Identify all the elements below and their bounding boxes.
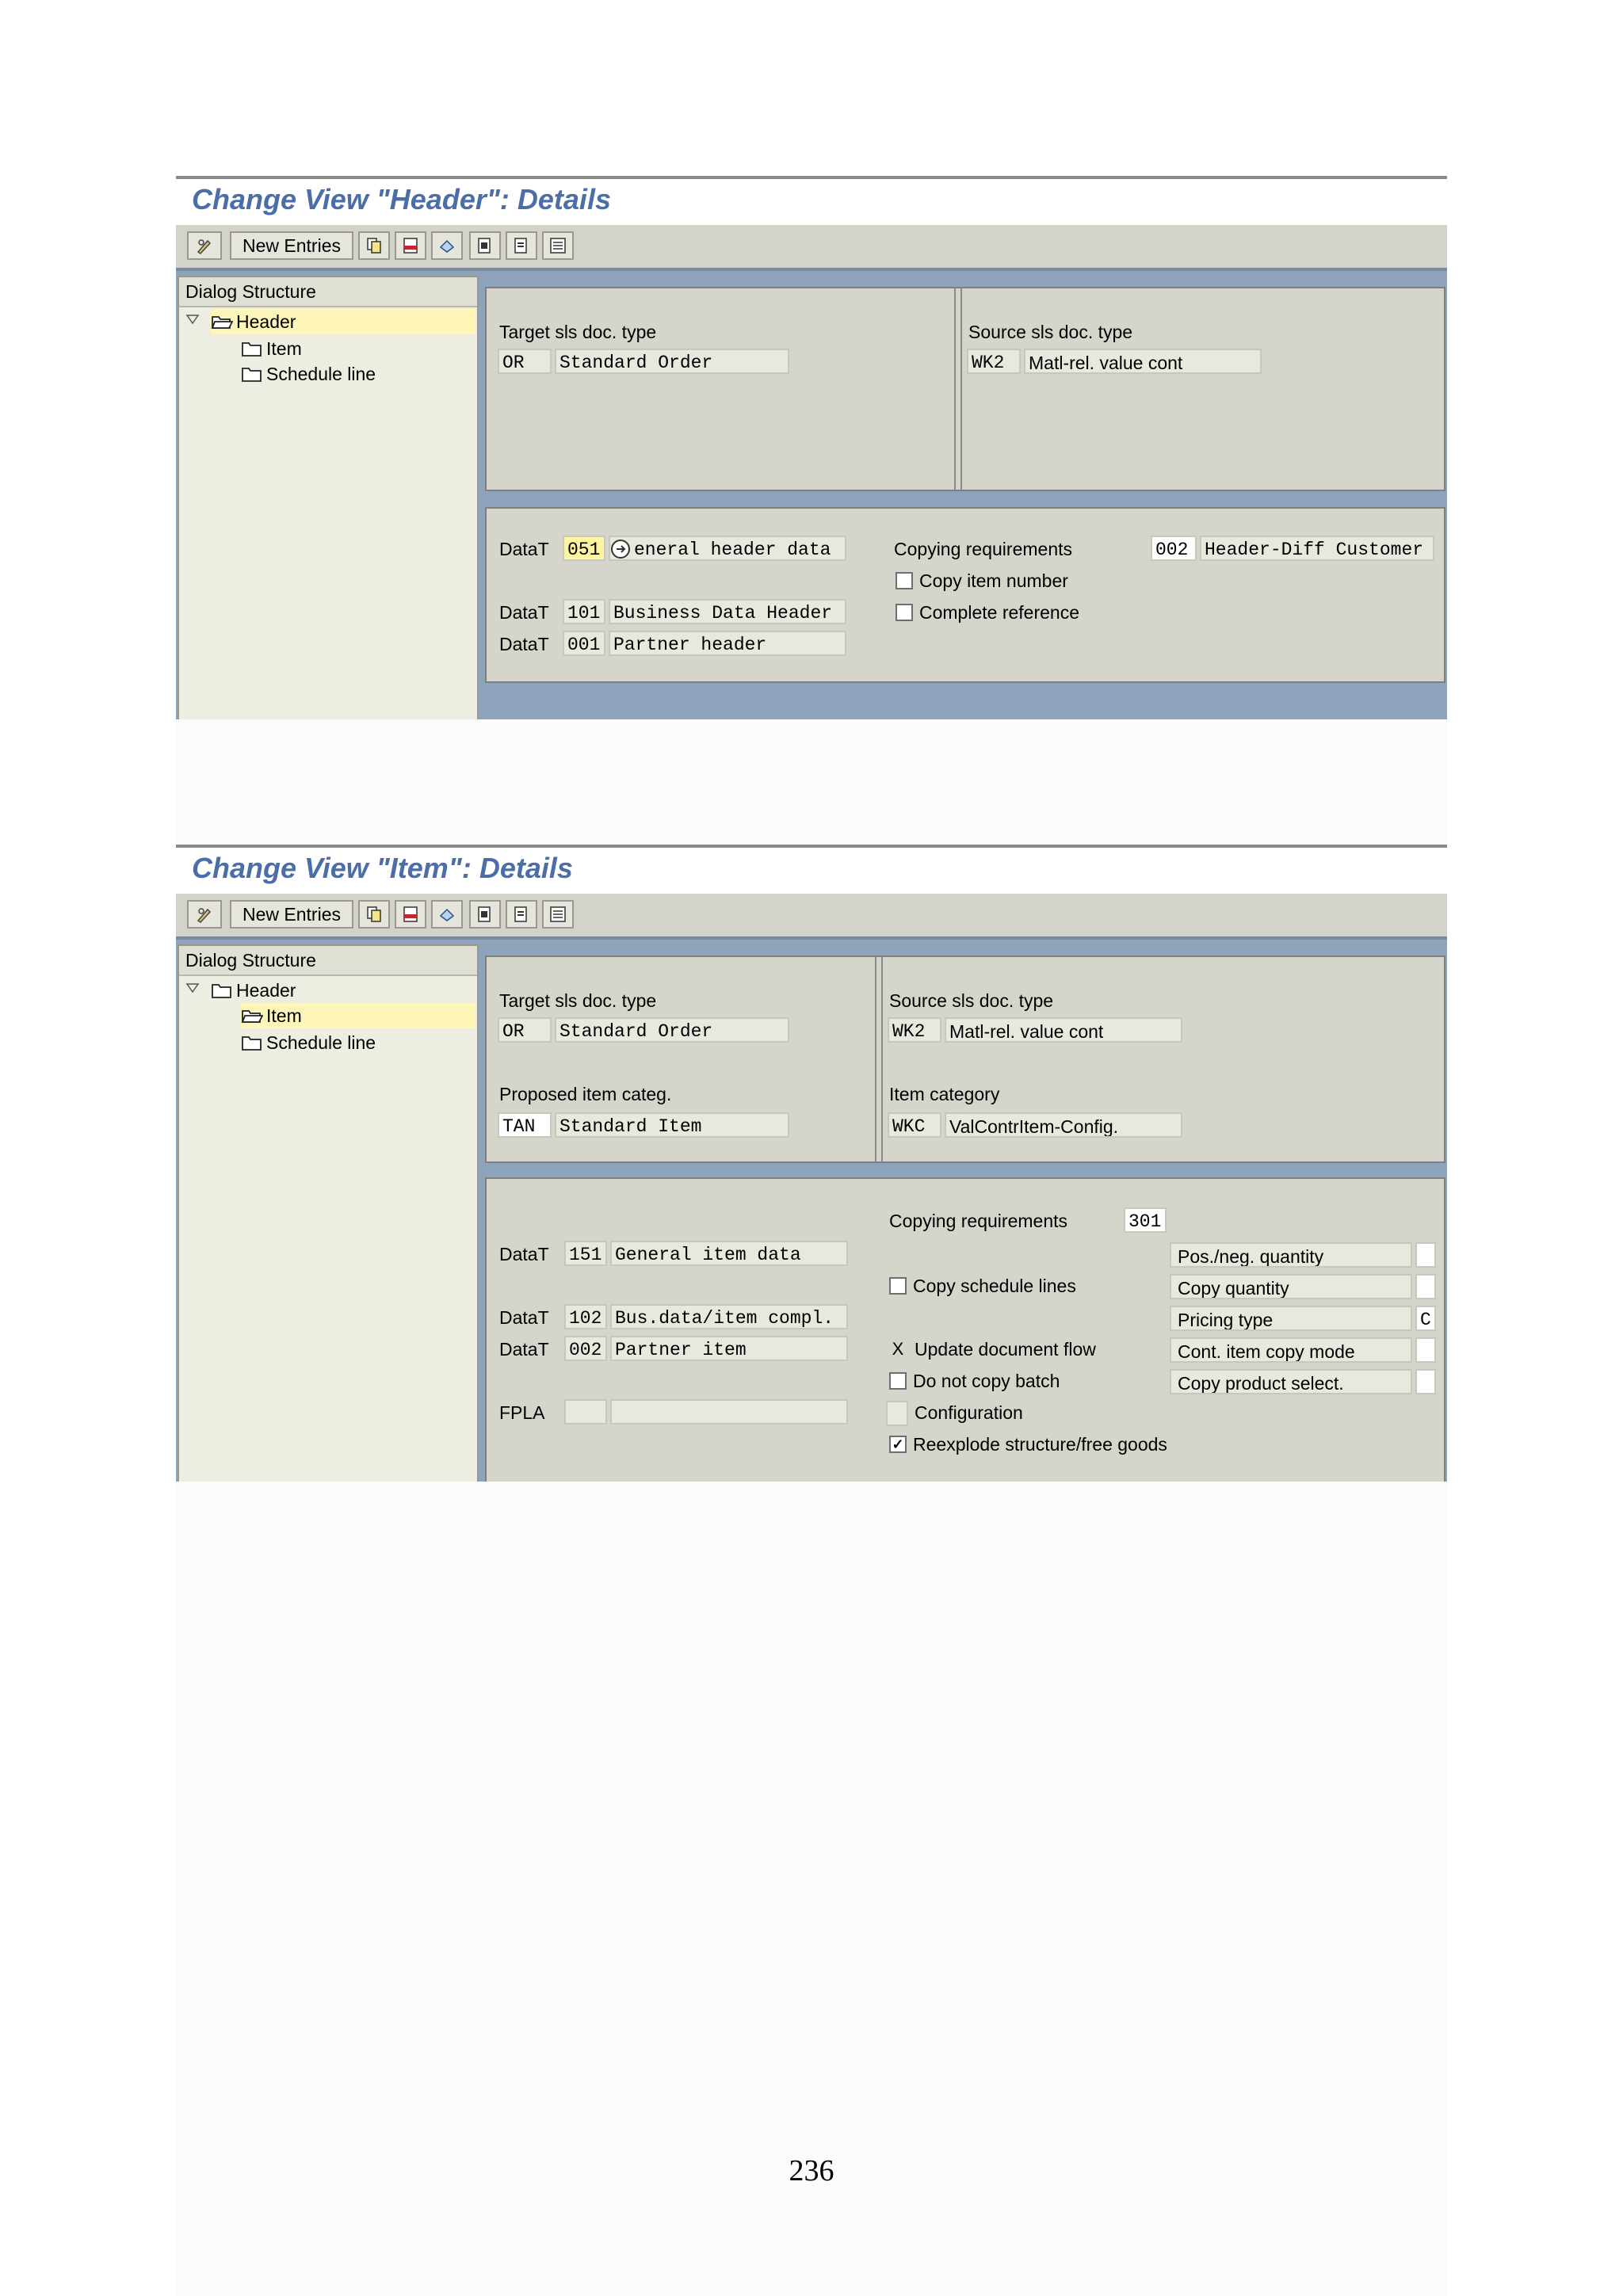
display-change-button[interactable] xyxy=(187,231,222,260)
open-folder-icon xyxy=(241,1007,263,1024)
dialog-structure-heading: Dialog Structure xyxy=(179,946,477,976)
tree-item-item[interactable]: Item xyxy=(241,1003,475,1028)
datat-code-field[interactable]: 101 xyxy=(563,599,605,624)
undo-change-button[interactable] xyxy=(431,900,463,929)
copy-schedule-lines-checkbox[interactable] xyxy=(889,1277,907,1295)
source-doc-type-desc: Matl-rel. value cont xyxy=(1024,349,1262,374)
pencil-glasses-icon xyxy=(195,236,214,255)
target-doc-type-desc: Standard Order xyxy=(555,1017,789,1043)
datat-code-field[interactable]: 102 xyxy=(564,1304,607,1329)
do-not-copy-batch-checkbox[interactable] xyxy=(889,1372,907,1390)
complete-reference-checkbox[interactable] xyxy=(896,604,913,621)
select-all-icon xyxy=(475,905,495,924)
dialog-structure-panel xyxy=(178,944,479,1485)
copy-as-button[interactable] xyxy=(358,900,390,929)
copying-requirements-label: Copying requirements xyxy=(894,539,1073,559)
target-doc-type-desc: Standard Order xyxy=(555,349,789,374)
pos-neg-quantity-field[interactable] xyxy=(1415,1242,1436,1268)
datat-code-field[interactable]: 002 xyxy=(564,1336,607,1361)
configuration-field[interactable] xyxy=(886,1401,908,1426)
datat-desc-field: Business Data Header xyxy=(609,599,846,624)
copying-requirements-desc: Header-Diff Customer xyxy=(1200,536,1434,561)
select-block-icon xyxy=(512,236,531,255)
deselect-all-button[interactable] xyxy=(542,231,574,260)
value-help-icon[interactable] xyxy=(610,539,631,559)
expanded-triangle-icon[interactable] xyxy=(185,314,200,325)
body-area xyxy=(176,271,1447,723)
pencil-glasses-icon xyxy=(195,905,214,924)
copy-product-select-label: Copy product select. xyxy=(1170,1369,1412,1394)
item-category-label: Item category xyxy=(889,1084,1000,1104)
tree-item-schedule-line[interactable]: Schedule line xyxy=(241,361,376,387)
frame-divider xyxy=(954,288,956,490)
toolbar xyxy=(176,894,1447,940)
datat-desc-field: Partner header xyxy=(609,631,846,656)
details-content xyxy=(480,271,1447,723)
datat-code-field[interactable]: 001 xyxy=(563,631,605,656)
undo-icon xyxy=(437,905,456,924)
datat-label: DataT xyxy=(499,634,549,654)
copy-icon xyxy=(365,236,384,255)
tree-item-item[interactable]: Item xyxy=(241,336,302,361)
dialog-structure-panel xyxy=(178,276,479,723)
copy-item-number-label: Copy item number xyxy=(919,570,1068,591)
folder-icon xyxy=(241,340,263,357)
delete-button[interactable] xyxy=(395,900,426,929)
details-content xyxy=(480,940,1447,1485)
delete-button[interactable] xyxy=(395,231,426,260)
item-details-screen xyxy=(176,845,1447,1485)
new-entries-button[interactable]: New Entries xyxy=(230,900,353,929)
page-number: 236 xyxy=(789,2154,834,2187)
datat-desc-field: Partner item xyxy=(610,1336,848,1361)
header-details-screen xyxy=(176,176,1447,723)
folder-icon xyxy=(211,982,233,999)
undo-icon xyxy=(437,236,456,255)
datat-desc-field: General item data xyxy=(610,1241,848,1266)
copy-product-select-field[interactable] xyxy=(1415,1369,1436,1394)
proposed-item-categ-desc: Standard Item xyxy=(555,1112,789,1138)
frame-divider xyxy=(881,957,883,1161)
frame-divider xyxy=(960,288,962,490)
deselect-all-icon xyxy=(548,905,567,924)
source-doc-type-desc: Matl-rel. value cont xyxy=(945,1017,1182,1043)
datat-desc-field: eneral header data xyxy=(609,536,846,561)
copy-control-frame xyxy=(485,1177,1445,1485)
datat-label: DataT xyxy=(499,1339,549,1360)
doc-type-frame xyxy=(485,955,1445,1163)
copy-icon xyxy=(365,905,384,924)
configuration-label: Configuration xyxy=(915,1402,1023,1423)
copy-item-number-checkbox[interactable] xyxy=(896,572,913,589)
pos-neg-quantity-label: Pos./neg. quantity xyxy=(1170,1242,1412,1268)
select-all-icon xyxy=(475,236,495,255)
proposed-item-categ-code[interactable]: TAN xyxy=(498,1112,552,1138)
dialog-structure-heading: Dialog Structure xyxy=(179,277,477,307)
tree-item-header[interactable]: Header xyxy=(211,309,475,334)
fpla-code-field[interactable] xyxy=(564,1399,607,1425)
page-gap xyxy=(176,719,1447,845)
source-doc-type-label: Source sls doc. type xyxy=(889,990,1054,1011)
copy-schedule-lines-label: Copy schedule lines xyxy=(913,1276,1076,1296)
expanded-triangle-icon[interactable] xyxy=(185,982,200,994)
tree-item-header[interactable]: Header xyxy=(211,978,296,1003)
do-not-copy-batch-label: Do not copy batch xyxy=(913,1371,1060,1391)
deselect-all-button[interactable] xyxy=(542,900,574,929)
copy-quantity-label: Copy quantity xyxy=(1170,1274,1412,1299)
source-doc-type-code[interactable]: WK2 xyxy=(967,349,1021,374)
delete-icon xyxy=(401,905,420,924)
fpla-desc-field xyxy=(610,1399,848,1425)
datat-code-field[interactable]: 151 xyxy=(564,1241,607,1266)
copy-quantity-field[interactable] xyxy=(1415,1274,1436,1299)
page-title: Change View "Header": Details xyxy=(192,183,611,215)
datat-desc-field: Bus.data/item compl. xyxy=(610,1304,848,1329)
deselect-all-icon xyxy=(548,236,567,255)
complete-reference-label: Complete reference xyxy=(919,602,1079,623)
display-change-button[interactable] xyxy=(187,900,222,929)
copying-requirements-label: Copying requirements xyxy=(889,1211,1068,1231)
reexplode-structure-checkbox[interactable]: ✓ xyxy=(889,1436,907,1453)
copying-requirements-code[interactable]: 301 xyxy=(1124,1207,1167,1233)
copy-control-frame xyxy=(485,507,1445,683)
cont-item-copy-mode-field[interactable] xyxy=(1415,1337,1436,1363)
datat-code-field[interactable]: 051 xyxy=(563,536,605,561)
toolbar xyxy=(176,225,1447,271)
folder-icon xyxy=(241,365,263,383)
item-category-desc: ValContrItem-Config. xyxy=(945,1112,1182,1138)
fpla-label: FPLA xyxy=(499,1402,545,1423)
target-doc-type-code[interactable]: OR xyxy=(498,349,552,374)
datat-label: DataT xyxy=(499,539,549,559)
item-category-code[interactable]: WKC xyxy=(888,1112,941,1138)
update-document-flow-x-field[interactable]: X xyxy=(892,1339,904,1359)
target-doc-type-code[interactable]: OR xyxy=(498,1017,552,1043)
datat-label: DataT xyxy=(499,602,549,623)
tree-item-schedule-line[interactable]: Schedule line xyxy=(241,1030,376,1055)
select-block-button[interactable] xyxy=(506,231,537,260)
delete-icon xyxy=(401,236,420,255)
select-all-button[interactable] xyxy=(469,231,501,260)
undo-change-button[interactable] xyxy=(431,231,463,260)
target-doc-type-label: Target sls doc. type xyxy=(499,322,657,342)
pricing-type-label: Pricing type xyxy=(1170,1306,1412,1331)
new-entries-button[interactable]: New Entries xyxy=(230,231,353,260)
target-doc-type-label: Target sls doc. type xyxy=(499,990,657,1011)
select-all-button[interactable] xyxy=(469,900,501,929)
reexplode-structure-label: Reexplode structure/free goods xyxy=(913,1434,1167,1455)
body-area xyxy=(176,940,1447,1485)
update-document-flow-label: Update document flow xyxy=(915,1339,1096,1360)
copy-as-button[interactable] xyxy=(358,231,390,260)
copying-requirements-code[interactable]: 002 xyxy=(1151,536,1197,561)
pricing-type-field[interactable]: C xyxy=(1415,1306,1436,1331)
select-block-button[interactable] xyxy=(506,900,537,929)
doc-type-frame xyxy=(485,287,1445,491)
datat-label: DataT xyxy=(499,1244,549,1264)
proposed-item-categ-label: Proposed item categ. xyxy=(499,1084,672,1104)
frame-divider xyxy=(875,957,876,1161)
source-doc-type-label: Source sls doc. type xyxy=(968,322,1133,342)
open-folder-icon xyxy=(211,313,233,330)
page-title: Change View "Item": Details xyxy=(192,852,573,884)
cont-item-copy-mode-label: Cont. item copy mode xyxy=(1170,1337,1412,1363)
folder-icon xyxy=(241,1034,263,1051)
select-block-icon xyxy=(512,905,531,924)
source-doc-type-code[interactable]: WK2 xyxy=(888,1017,941,1043)
datat-label: DataT xyxy=(499,1307,549,1328)
